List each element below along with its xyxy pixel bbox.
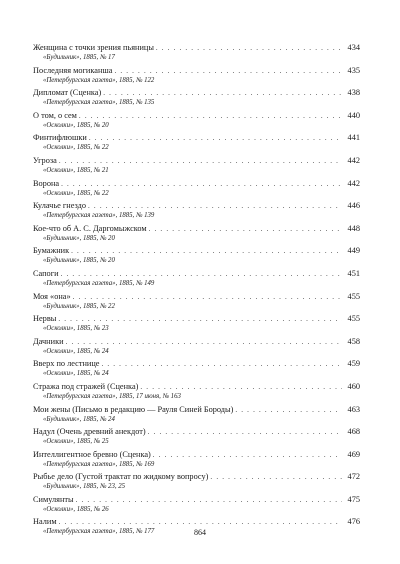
entry-title: Женщина с точки зрения пьяницы: [33, 43, 154, 52]
entry-title: Дипломат (Сценка): [33, 88, 102, 98]
dot-leader: [61, 179, 342, 189]
toc-entry: [33, 495, 360, 518]
dot-leader: [235, 405, 342, 415]
table-of-contents: [33, 43, 360, 540]
entry-title: Последняя могиканша: [33, 65, 113, 75]
entry-source: «Будильник», 1885, № 23, 25: [43, 483, 126, 491]
entry-page: 476: [347, 517, 360, 527]
entry-page: 438: [347, 88, 360, 98]
entry-page: 449: [347, 246, 360, 256]
entry-title: Надул (Очень древний анекдот): [33, 427, 146, 437]
entry-page: 472: [347, 472, 360, 482]
dot-leader: [79, 111, 342, 121]
toc-entry: [33, 246, 360, 269]
entry-page: 451: [347, 268, 360, 278]
entry-source: «Будильник», 1885, № 22: [43, 302, 115, 310]
entry-page: 458: [347, 336, 360, 346]
toc-entry: [33, 405, 360, 428]
dot-leader: [88, 201, 342, 211]
entry-page: 455: [347, 291, 360, 301]
entry-source: «Будильник», 1885, № 24: [43, 415, 115, 423]
entry-source: «Осколки», 1885, № 25: [43, 438, 109, 446]
dot-leader: [58, 314, 342, 324]
dot-leader: [114, 66, 342, 76]
dot-leader: [210, 472, 342, 482]
entry-page: 475: [347, 494, 360, 504]
entry-source: «Осколки», 1885, № 26: [43, 505, 109, 513]
entry-title: Стража под стражей (Сценка): [33, 381, 139, 391]
entry-page: 440: [347, 110, 360, 120]
entry-source: «Петербургская газета», 1885, № 177: [43, 528, 155, 536]
toc-entry: [33, 359, 360, 382]
toc-entry: [33, 382, 360, 405]
dot-leader: [148, 427, 342, 437]
dot-leader: [153, 450, 342, 460]
toc-entry: [33, 427, 360, 450]
toc-entry: [33, 201, 360, 224]
dot-leader: [71, 246, 342, 256]
toc-entry: [33, 43, 360, 66]
entry-title: Вверх по лестнице: [33, 359, 100, 369]
entry-title: Налим: [33, 517, 57, 527]
entry-page: 448: [347, 223, 360, 233]
dot-leader: [140, 382, 342, 392]
entry-title: Угроза: [33, 155, 57, 165]
entry-page: 468: [347, 427, 360, 437]
entry-title: Интеллигентное бревно (Сценка): [33, 449, 151, 459]
toc-entry: [33, 224, 360, 247]
toc-entry: [33, 292, 360, 315]
entry-source: «Петербургская газета», 1885, 17 июня, № 163: [43, 392, 181, 400]
entry-page: 469: [347, 449, 360, 459]
toc-entry: [33, 133, 360, 156]
entry-source: «Будильник», 1885, № 17: [43, 54, 115, 61]
toc-entry: [33, 472, 360, 495]
entry-source: «Осколки», 1885, № 23: [43, 325, 109, 333]
dot-leader: [76, 495, 342, 505]
entry-source: «Петербургская газета», 1885, № 135: [43, 99, 155, 107]
entry-source: «Осколки», 1885, № 21: [43, 166, 109, 174]
entry-page: 446: [347, 201, 360, 211]
dot-leader: [89, 133, 342, 143]
entry-source: «Осколки», 1885, № 20: [43, 121, 109, 129]
entry-page: 441: [347, 133, 360, 143]
entry-title: О том, о сем: [33, 110, 77, 120]
dot-leader: [59, 517, 342, 527]
entry-page: 442: [347, 178, 360, 188]
entry-title: Симулянты: [33, 494, 74, 504]
entry-page: 463: [347, 404, 360, 414]
entry-source: «Осколки», 1885, № 22: [43, 144, 109, 152]
entry-title: Мои жены (Письмо в редакцию — Рауля Синей Бороды): [33, 404, 234, 414]
entry-page: 460: [347, 381, 360, 391]
toc-entry: [33, 337, 360, 360]
toc-entry: [33, 269, 360, 292]
page-number: 864: [194, 528, 206, 537]
dot-leader: [66, 337, 342, 347]
dot-leader: [59, 156, 342, 166]
toc-entry: [33, 88, 360, 111]
entry-title: Нервы: [33, 314, 57, 324]
entry-title: Финтифлюшки: [33, 133, 87, 143]
entry-source: «Петербургская газета», 1885, № 139: [43, 212, 155, 220]
entry-title: Ворона: [33, 178, 60, 188]
entry-title: Сапоги: [33, 268, 59, 278]
entry-title: Дачники: [33, 336, 64, 346]
entry-source: «Будильник», 1885, № 20: [43, 234, 115, 242]
entry-title: Моя «она»: [33, 291, 71, 301]
entry-title: Бумажник: [33, 246, 70, 256]
entry-page: 435: [347, 65, 360, 75]
toc-entry: [33, 66, 360, 89]
entry-page: 455: [347, 314, 360, 324]
dot-leader: [73, 292, 342, 302]
toc-entry: [33, 156, 360, 179]
entry-source: «Осколки», 1885, № 24: [43, 370, 109, 378]
entry-source: «Осколки», 1885, № 24: [43, 347, 109, 355]
entry-page: 434: [347, 43, 360, 52]
toc-entry: [33, 179, 360, 202]
entry-page: 459: [347, 359, 360, 369]
toc-entry: [33, 314, 360, 337]
toc-entry: [33, 450, 360, 473]
entry-title: Кое-что об А. С. Даргомыжском: [33, 223, 147, 233]
dot-leader: [61, 269, 342, 279]
entry-source: «Будильник», 1885, № 20: [43, 257, 115, 265]
entry-source: «Петербургская газета», 1885, № 149: [43, 279, 155, 287]
toc-entry: [33, 111, 360, 134]
entry-source: «Петербургская газета», 1885, № 169: [43, 460, 155, 468]
entry-page: 442: [347, 155, 360, 165]
entry-source: «Осколки», 1885, № 22: [43, 189, 109, 197]
entry-source: «Петербургская газета», 1885, № 122: [43, 76, 155, 84]
dot-leader: [156, 43, 342, 53]
entry-title: Рыбье дело (Густой трактат по жидкому вопросу): [33, 472, 209, 482]
dot-leader: [149, 224, 342, 234]
entry-title: Кулачье гнездо: [33, 201, 87, 211]
dot-leader: [101, 359, 342, 369]
dot-leader: [103, 88, 342, 98]
